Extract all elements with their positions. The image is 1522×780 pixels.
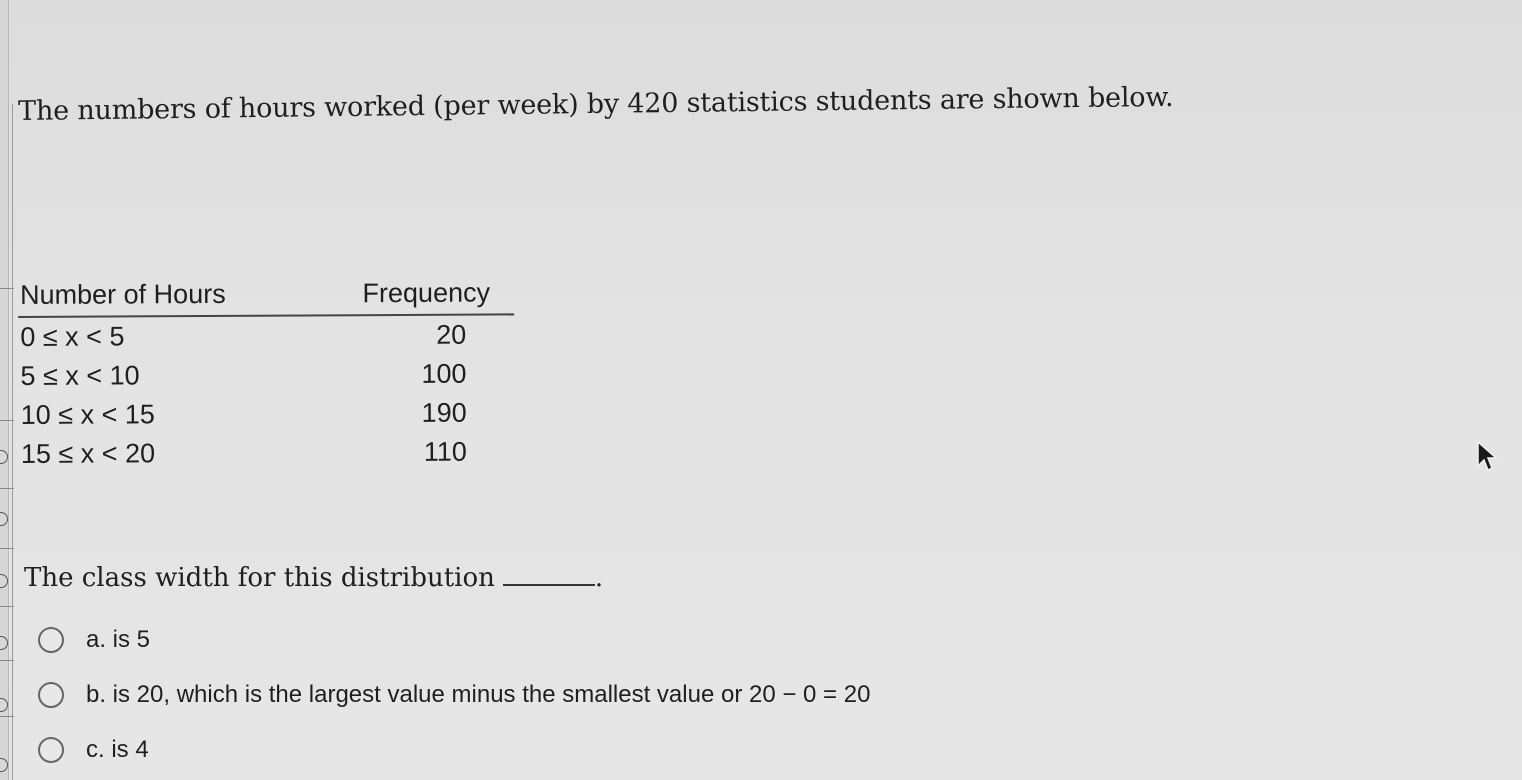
hours-cell: 5 ≤ x < 10 <box>20 360 140 391</box>
frequency-cell: 110 <box>423 436 467 467</box>
content-border <box>12 104 13 780</box>
option-a[interactable] <box>38 612 870 667</box>
column-header-frequency: Frequency <box>362 277 491 309</box>
answer-options <box>38 612 870 777</box>
hours-cell: 0 ≤ x < 5 <box>20 321 125 352</box>
left-rail <box>0 0 9 780</box>
table-row <box>18 354 514 396</box>
table-header-row <box>18 277 514 318</box>
table-row <box>19 393 515 435</box>
hours-cell: 15 ≤ x < 20 <box>20 438 156 469</box>
column-header-hours: Number of Hours <box>19 278 226 310</box>
frequency-table <box>18 277 515 474</box>
option-label: c. is 4 <box>86 735 149 763</box>
prompt-period: . <box>594 563 604 593</box>
frequency-cell: 20 <box>436 319 467 350</box>
table-row <box>18 315 514 357</box>
hours-cell: 10 ≤ x < 15 <box>20 399 155 430</box>
frequency-cell: 190 <box>421 397 467 428</box>
question-prompt <box>24 562 603 593</box>
radio-button[interactable] <box>38 682 64 708</box>
radio-button[interactable] <box>38 627 64 653</box>
prompt-text: The class width for this distribution <box>24 563 495 593</box>
table-row <box>19 432 515 474</box>
option-c[interactable] <box>38 722 870 777</box>
radio-button[interactable] <box>38 737 64 763</box>
option-label: a. is 5 <box>86 625 151 653</box>
question-intro: The numbers of hours worked (per week) by 420 statistics students are shown below. <box>18 81 1174 127</box>
frequency-cell: 100 <box>421 358 467 389</box>
answer-blank <box>503 562 595 586</box>
option-label: b. is 20, which is the largest value minus the smallest value or 20 − 0 = 20 <box>86 680 871 708</box>
mouse-pointer-icon <box>1476 440 1502 478</box>
option-b[interactable] <box>38 667 870 722</box>
